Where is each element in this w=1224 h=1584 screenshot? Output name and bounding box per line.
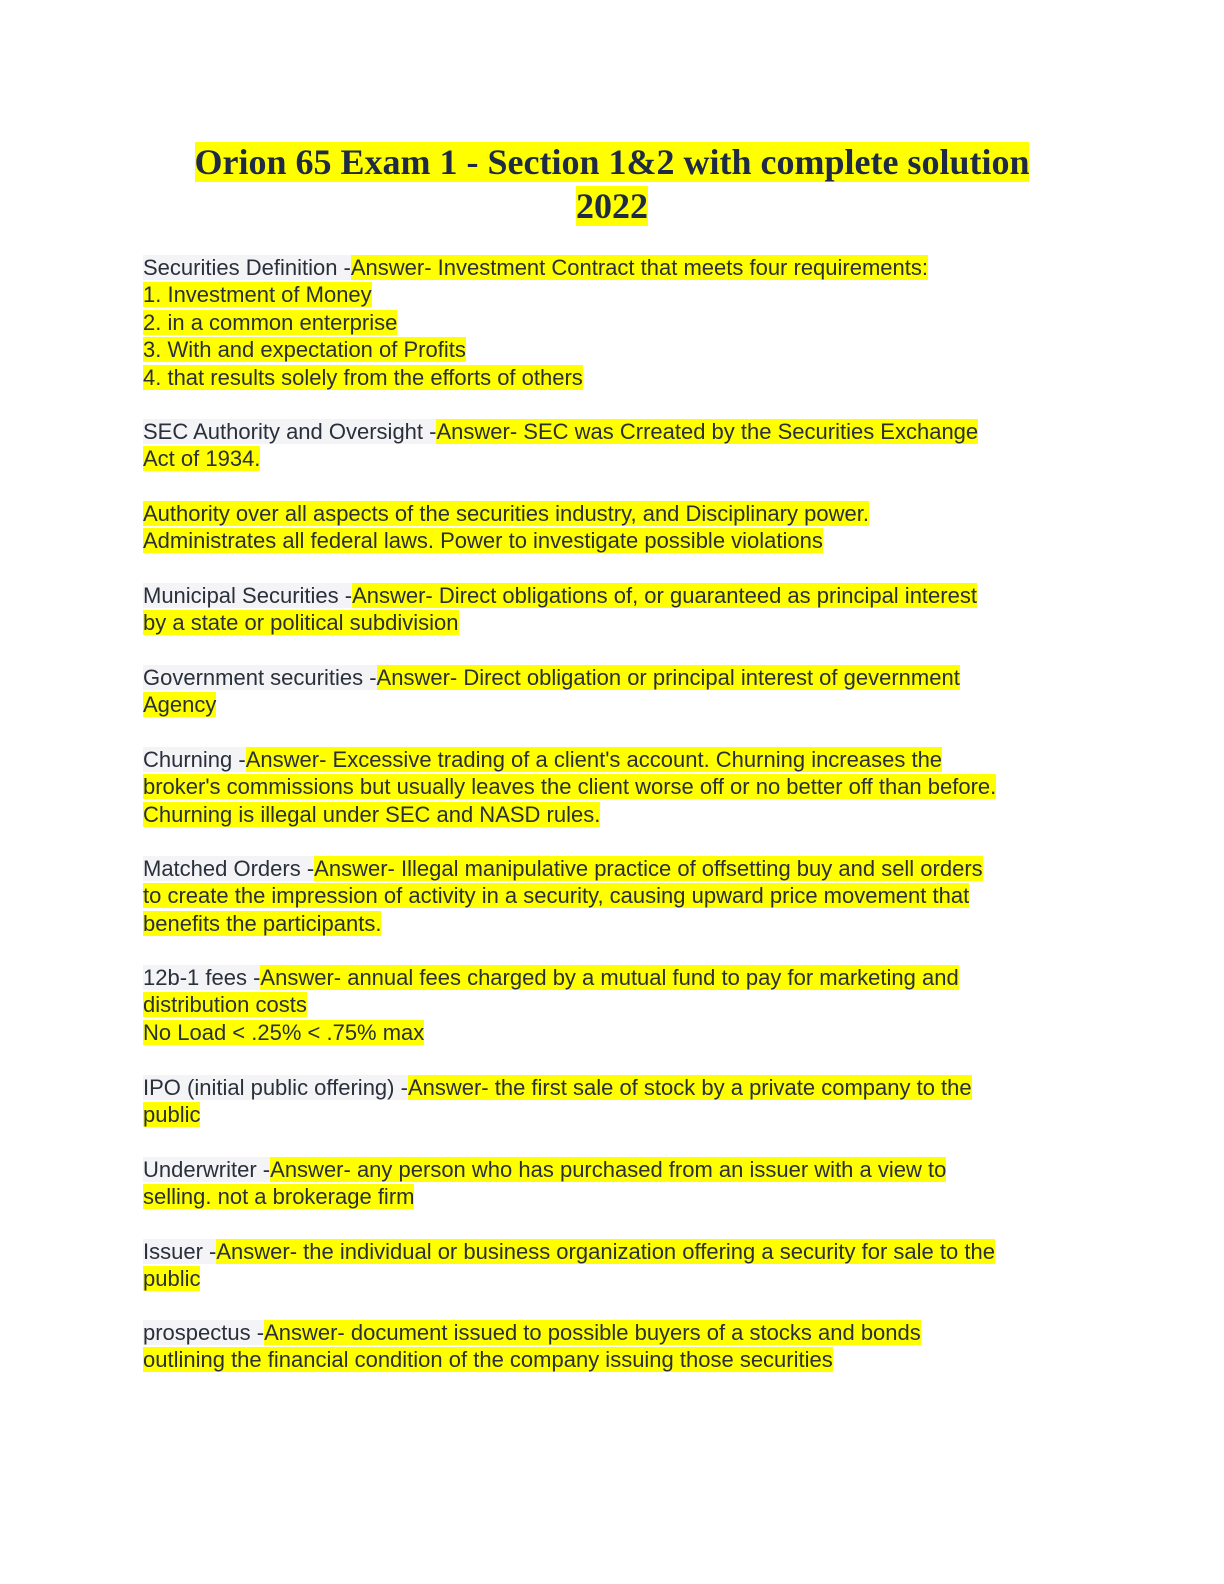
answer-line: 2. in a common enterprise bbox=[143, 309, 398, 335]
qa-item-municipal-securities bbox=[143, 582, 1083, 637]
answer-line: distribution costs bbox=[143, 992, 307, 1018]
term-label: Churning - bbox=[143, 747, 246, 772]
answer-line: Answer- the individual or business organization offering a security for sale to the bbox=[216, 1239, 995, 1264]
qa-item-government-securities bbox=[143, 664, 1083, 719]
qa-item-prospectus bbox=[143, 1319, 1083, 1374]
term-label: 12b-1 fees - bbox=[143, 965, 261, 990]
term-label: Issuer - bbox=[143, 1239, 217, 1264]
answer-line: Answer- Excessive trading of a client's account. Churning increases the bbox=[245, 747, 943, 772]
term-label: Underwriter - bbox=[143, 1157, 271, 1182]
term-label: Matched Orders - bbox=[143, 856, 315, 881]
answer-line: Act of 1934. bbox=[143, 446, 261, 472]
term-label: Municipal Securities - bbox=[143, 583, 353, 608]
answer-line: Answer- Illegal manipulative practice of offsetting buy and sell orders bbox=[314, 856, 983, 881]
answer-line: Authority over all aspects of the securities industry, and Disciplinary power. bbox=[143, 501, 869, 526]
title-line-2: 2022 bbox=[576, 186, 648, 226]
qa-item-churning bbox=[143, 746, 1083, 828]
answer-line: Answer- document issued to possible buyers of a stocks and bonds bbox=[264, 1320, 921, 1345]
qa-item-ipo bbox=[143, 1074, 1083, 1129]
qa-item-12b-1-fees bbox=[143, 964, 1083, 1046]
answer-line: Answer- Direct obligations of, or guaranteed as principal interest bbox=[352, 583, 977, 608]
answer-line: 4. that results solely from the efforts of others bbox=[143, 364, 583, 390]
qa-item-issuer bbox=[143, 1238, 1083, 1293]
answer-line: broker's commissions but usually leaves the client worse off or no better off than before. bbox=[143, 774, 997, 800]
answer-line: to create the impression of activity in a security, causing upward price movement that bbox=[143, 883, 970, 909]
term-label: Securities Definition - bbox=[143, 255, 351, 280]
term-label: IPO (initial public offering) - bbox=[143, 1075, 408, 1100]
answer-line: Agency bbox=[143, 692, 217, 718]
answer-line: Churning is illegal under SEC and NASD rules. bbox=[143, 801, 601, 827]
term-label: SEC Authority and Oversight - bbox=[143, 419, 437, 444]
answer-line: 3. With and expectation of Profits bbox=[143, 337, 466, 363]
answer-line: 1. Investment of Money bbox=[143, 282, 372, 308]
answer-line: No Load < .25% < .75% max bbox=[143, 1019, 425, 1045]
answer-line: Administrates all federal laws. Power to investigate possible violations bbox=[143, 528, 823, 554]
answer-line: public bbox=[143, 1266, 201, 1292]
answer-line: outlining the financial condition of the company issuing those securities bbox=[143, 1347, 833, 1373]
term-label: Government securities - bbox=[143, 665, 377, 690]
term-label: prospectus - bbox=[143, 1320, 265, 1345]
answer-line: benefits the participants. bbox=[143, 910, 382, 936]
answer-line: Answer- any person who has purchased from an issuer with a view to bbox=[270, 1157, 947, 1182]
qa-item-securities-definition bbox=[143, 254, 1083, 391]
qa-item-underwriter bbox=[143, 1156, 1083, 1211]
document-title bbox=[0, 140, 1224, 228]
answer-line: Answer- SEC was Crreated by the Securities Exchange bbox=[436, 419, 979, 444]
answer-line: Answer- Investment Contract that meets four requirements: bbox=[350, 255, 928, 280]
qa-item-sec-authority bbox=[143, 418, 1083, 473]
answer-line: Answer- Direct obligation or principal interest of gevernment bbox=[376, 665, 960, 690]
answer-line: Answer- annual fees charged by a mutual fund to pay for marketing and bbox=[260, 965, 959, 990]
qa-item-sec-authority-continued bbox=[143, 500, 1083, 555]
answer-line: Answer- the first sale of stock by a private company to the bbox=[407, 1075, 972, 1100]
answer-line: public bbox=[143, 1102, 201, 1128]
title-line-1: Orion 65 Exam 1 - Section 1&2 with complete solution bbox=[194, 142, 1030, 182]
answer-line: by a state or political subdivision bbox=[143, 610, 459, 636]
qa-item-matched-orders bbox=[143, 855, 1083, 937]
answer-line: selling. not a brokerage firm bbox=[143, 1184, 415, 1210]
